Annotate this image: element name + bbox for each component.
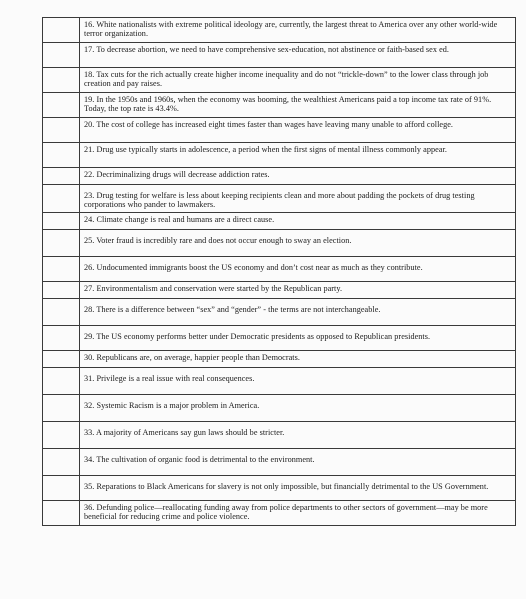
statement-cell (80, 43, 516, 68)
statement-text: 25. Voter fraud is incredibly rare and does not occur enough to sway an election. (84, 235, 352, 245)
statement-text: 31. Privilege is a real issue with real consequences. (84, 373, 255, 383)
statement-text: 32. Systemic Racism is a major problem in America. (84, 400, 260, 410)
statement-text: 24. Climate change is real and humans are a direct cause. (84, 214, 275, 224)
answer-cell[interactable] (43, 448, 80, 475)
statement-cell (80, 367, 516, 394)
answer-cell[interactable] (43, 256, 80, 281)
table-row (43, 168, 516, 185)
table-row (43, 448, 516, 475)
answer-cell[interactable] (43, 325, 80, 350)
statements-table (42, 17, 516, 526)
answer-cell[interactable] (43, 281, 80, 298)
statement-text: 18. Tax cuts for the rich actually create higher income inequality and do not “trickle-down” to the lower class through job creation and pay raises. (84, 70, 489, 89)
statement-text: 35. Reparations to Black Americans for slavery is not only impossible, but financially detrimental to the US Government. (84, 481, 489, 491)
answer-cell[interactable] (43, 421, 80, 448)
statement-text: 36. Defunding police—reallocating funding away from police departments to other sectors of government—may be more beneficial for reducing crime and police violence. (84, 502, 488, 522)
statement-cell (80, 229, 516, 256)
statement-cell (80, 168, 516, 185)
table-row (43, 118, 516, 143)
table-row (43, 421, 516, 448)
answer-cell[interactable] (43, 18, 80, 43)
statement-text: 21. Drug use typically starts in adolescence, a period when the first signs of mental illness commonly appear. (84, 145, 447, 154)
table-row (43, 394, 516, 421)
table-row (43, 185, 516, 213)
answer-cell[interactable] (43, 298, 80, 325)
statement-cell (80, 394, 516, 421)
table-row (43, 43, 516, 68)
table-row (43, 325, 516, 350)
statement-text: 22. Decriminalizing drugs will decrease addiction rates. (84, 170, 270, 179)
statement-cell (80, 185, 516, 213)
statement-cell (80, 143, 516, 168)
answer-cell[interactable] (43, 367, 80, 394)
statement-cell (80, 325, 516, 350)
answer-cell[interactable] (43, 118, 80, 143)
statement-text: 30. Republicans are, on average, happier people than Democrats. (84, 352, 300, 362)
answer-cell[interactable] (43, 185, 80, 213)
statement-text: 19. In the 1950s and 1960s, when the economy was booming, the wealthiest Americans paid a top income tax rate of 91%. Today, the top rate is 43.4%. (84, 95, 492, 114)
statement-text: 33. A majority of Americans say gun laws should be stricter. (84, 427, 285, 437)
statement-cell (80, 118, 516, 143)
table-row (43, 212, 516, 229)
statement-text: 28. There is a difference between “sex” and “gender” - the terms are not interchangeable. (84, 304, 381, 314)
statement-text: 17. To decrease abortion, we need to have comprehensive sex-education, not abstinence or faith-based sex ed. (84, 45, 450, 54)
statement-text: 23. Drug testing for welfare is less about keeping recipients clean and more about padding the pockets of drug testing corporations who pander to lawmakers. (84, 191, 475, 210)
statement-cell (80, 212, 516, 229)
table-row (43, 500, 516, 525)
statement-text: 16. White nationalists with extreme political ideology are, currently, the largest threat to America over any other world-wide terror organization. (84, 20, 498, 39)
answer-cell[interactable] (43, 143, 80, 168)
table-row (43, 143, 516, 168)
statement-cell (80, 500, 516, 525)
table-row (43, 18, 516, 43)
statement-cell (80, 448, 516, 475)
table-row (43, 68, 516, 93)
answer-cell[interactable] (43, 475, 80, 500)
statement-cell (80, 421, 516, 448)
table-row (43, 256, 516, 281)
answer-cell[interactable] (43, 43, 80, 68)
table-row (43, 281, 516, 298)
answer-cell[interactable] (43, 350, 80, 367)
statement-text: 20. The cost of college has increased eight times faster than wages have leaving many unable to afford college. (84, 120, 454, 129)
statement-cell (80, 93, 516, 118)
answer-cell[interactable] (43, 394, 80, 421)
statement-cell (80, 18, 516, 43)
statement-cell (80, 281, 516, 298)
statement-text: 29. The US economy performs better under Democratic presidents as opposed to Republican presidents. (84, 331, 431, 341)
statement-text: 27. Environmentalism and conservation were started by the Republican party. (84, 283, 343, 293)
answer-cell[interactable] (43, 500, 80, 525)
answer-cell[interactable] (43, 68, 80, 93)
statement-text: 34. The cultivation of organic food is detrimental to the environment. (84, 454, 315, 464)
answer-cell[interactable] (43, 93, 80, 118)
statement-cell (80, 68, 516, 93)
statement-cell (80, 256, 516, 281)
statement-cell (80, 350, 516, 367)
table-row (43, 475, 516, 500)
table-row (43, 298, 516, 325)
statement-cell (80, 298, 516, 325)
statement-text: 26. Undocumented immigrants boost the US economy and don’t cost near as much as they contribute. (84, 262, 423, 272)
answer-cell[interactable] (43, 168, 80, 185)
answer-cell[interactable] (43, 212, 80, 229)
table-row (43, 229, 516, 256)
table-row (43, 350, 516, 367)
table-row (43, 367, 516, 394)
statement-cell (80, 475, 516, 500)
table-row (43, 93, 516, 118)
answer-cell[interactable] (43, 229, 80, 256)
